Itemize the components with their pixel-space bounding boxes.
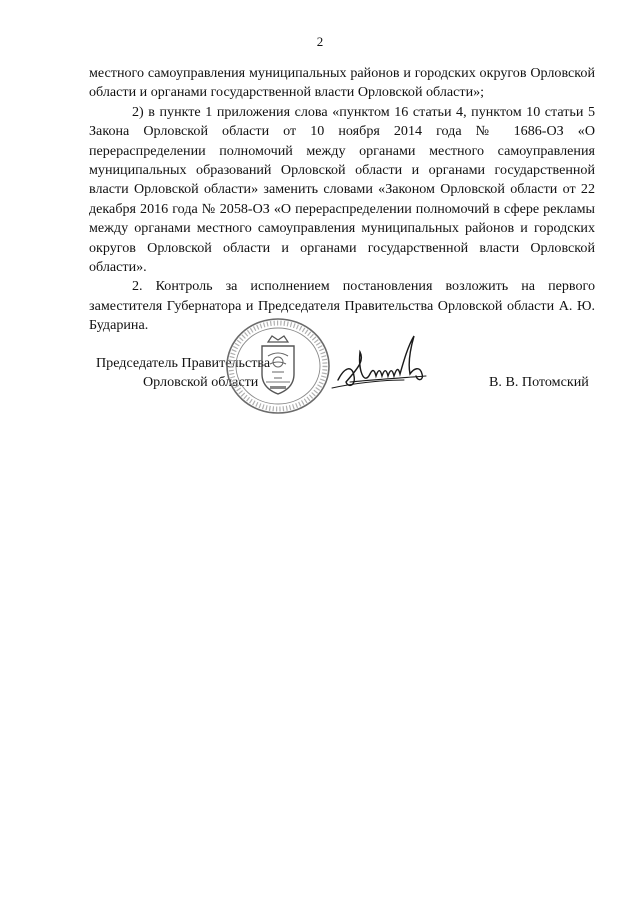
paragraph-continuation: местного самоуправления муниципальных районов и городских округов Орловской области и органами государственной власти Орловской области»; (89, 65, 595, 101)
paragraph-amendment-2: 2) в пункте 1 приложения слова «пунктом 16 статьи 4, пунктом 10 статьи 5 Закона Орловской области от 10 ноября 2014 года № 1686-ОЗ «О перераспределении полномочий между органами местного самоуправления муниципальных образований Орловской области и органами государственной власти Орловской области» заменить словами «Законом Орловской области от 22 декабря 2016 года № 2058-ОЗ «О перераспределении полномочий в сфере рекламы между органами местного самоуправления муниципальных районов и городских округов Орловской области и органами государственной власти Орловской области». (89, 103, 595, 276)
signatory-title-line1: Председатель Правительства (96, 355, 271, 371)
page-number: 2 (316, 34, 324, 49)
signatory-title-line2: Орловской области (143, 374, 259, 390)
handwritten-signature (330, 330, 440, 396)
official-seal-stamp (224, 316, 332, 416)
signatory-name: В. В. Потомский (489, 374, 589, 390)
document-body (89, 64, 595, 336)
paragraph-control: 2. Контроль за исполнением постановления возложить на первого заместителя Губернатора и Председателя Правительства Орловской области А. Ю. Бударина. (89, 278, 595, 334)
